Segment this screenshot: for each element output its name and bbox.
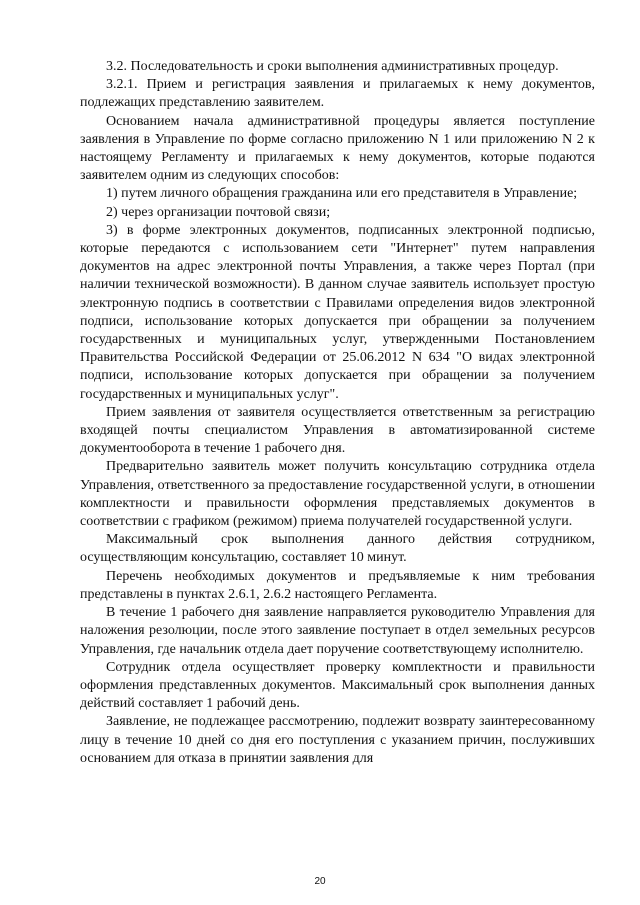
document-page <box>80 58 595 768</box>
paragraph-consultation-time: Максимальный срок выполнения данного действия сотрудником, осуществляющим консультацию, составляет 10 минут. <box>80 532 595 566</box>
paragraph-resolution: В течение 1 рабочего дня заявление направляется руководителю Управления для наложения резолюции, после этого заявление поступает в отдел земельных ресурсов Управления, где начальник отдела дает поручение соответствующему исполнителю. <box>80 605 595 657</box>
paragraph-method-2: 2) через организации почтовой связи; <box>106 204 331 220</box>
paragraph-consultation: Предварительно заявитель может получить консультацию сотрудника отдела Управления, ответственного за предоставление государственной услуги, в отношении комплектности и правильности оформления представляемых документов в соответствии с графиком (режимом) приема получателей государственной услуги. <box>80 459 595 530</box>
paragraph-section-3-2: 3.2. Последовательность и сроки выполнения административных процедур. <box>106 59 559 74</box>
paragraph-application-receipt: Прием заявления от заявителя осуществляется ответственным за регистрацию входящей почты специалистом Управления в автоматизированной системе документооборота в течение 1 рабочего дня. <box>80 404 595 457</box>
paragraph-completeness-check: Сотрудник отдела осуществляет проверку комплектности и правильности оформления представленных документов. Максимальный срок выполнения данных действий составляет 1 рабочий день. <box>80 659 595 712</box>
paragraph-method-3: 3) в форме электронных документов, подписанных электронной подписью, которые передаются с использованием сети "Интернет" путем направления документов на адрес электронной почты Управления, а также через Портал (при наличии технической возможности). В данном случае заявитель использует простую электронную подпись в соответствии с Правилами определения видов электронной подписи, использование которых допускается при обращении за получением государственных и муниципальных услуг, утвержденными Постановлением Правительства Российской Федерации от 25.06.2012 N 634 "О видах электронной подписи, использование которых допускается при обращении за получением государственных и муниципальных услуг". <box>80 222 595 402</box>
paragraph-application-return: Заявление, не подлежащее рассмотрению, подлежит возврату заинтересованному лицу в течение 10 дней со дня его поступления с указанием причин, послуживших основанием для отказа в принятии заявления для <box>80 714 595 766</box>
paragraph-section-3-2-1: 3.2.1. Прием и регистрация заявления и прилагаемых к нему документов, подлежащих представлению заявителем. <box>80 77 595 111</box>
paragraph-procedure-basis: Основанием начала административной процедуры является поступление заявления в Управление по форме согласно приложению N 1 или приложению N 2 к настоящему Регламенту и прилагаемых к нему документов, которые подаются заявителем одним из следующих способов: <box>80 113 595 184</box>
paragraph-document-list: Перечень необходимых документов и предъявляемые к ним требования представлены в пунктах 2.6.1, 2.6.2 настоящего Регламента. <box>80 568 595 602</box>
page-number: 20 <box>314 876 326 887</box>
paragraph-method-1: 1) путем личного обращения гражданина или его представителя в Управление; <box>106 186 578 202</box>
